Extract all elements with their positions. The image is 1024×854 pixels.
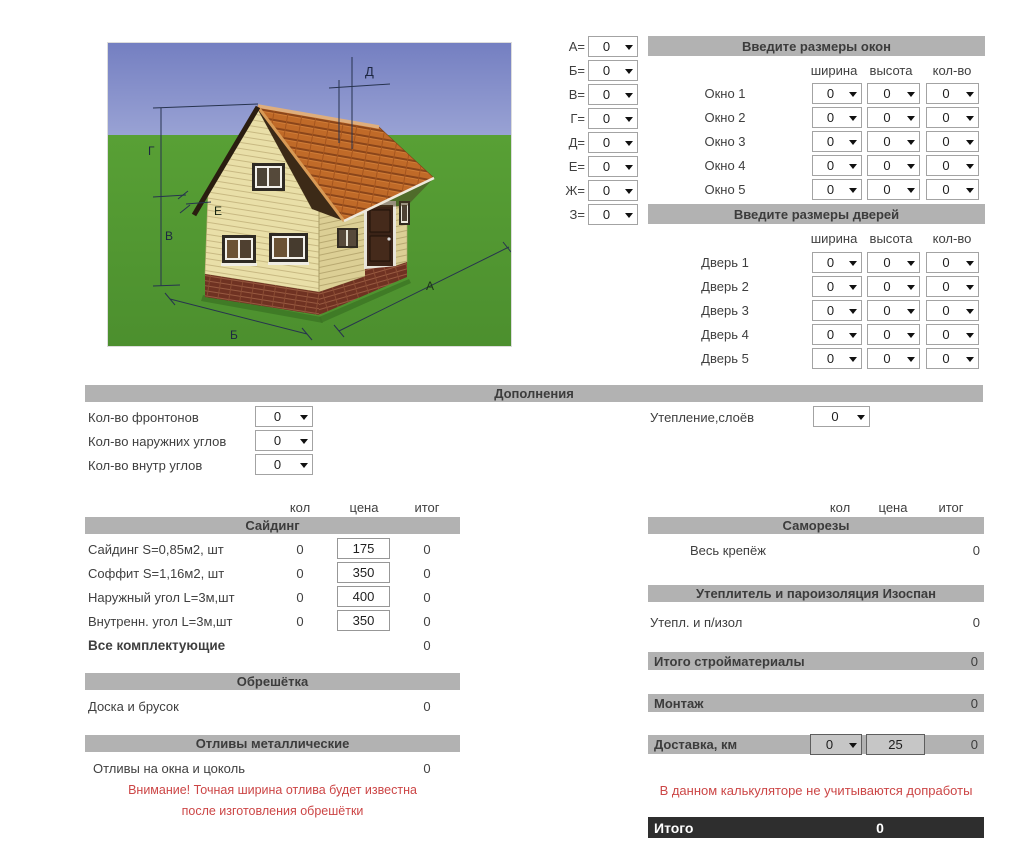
door-3-width-select[interactable]: 0 (812, 300, 862, 321)
door-4-count-select[interactable]: 0 (926, 324, 979, 345)
inner-angle-row-qty: 0 (296, 614, 304, 629)
window-3-count-select[interactable]: 0 (926, 131, 979, 152)
door-2-width-select[interactable]: 0 (812, 276, 862, 297)
chevron-down-icon (849, 92, 857, 97)
diagram-label-b: Б (230, 328, 238, 342)
insulation-row-label: Утепл. и п/изол (650, 615, 743, 630)
siding-row-qty: 0 (296, 542, 304, 557)
dim-label-g: Г= (570, 111, 585, 126)
window-2-label: Окно 2 (704, 110, 746, 125)
chevron-down-icon (625, 141, 633, 146)
montage-value: 0 (970, 695, 978, 711)
dim-label-b: Б= (568, 63, 585, 78)
chevron-down-icon (300, 415, 308, 420)
window-1-count-select[interactable]: 0 (926, 83, 979, 104)
door-3-count-select[interactable]: 0 (926, 300, 979, 321)
chevron-down-icon (849, 357, 857, 362)
door-2-label: Дверь 2 (701, 279, 749, 294)
inner-angle-row-label: Внутренн. угол L=3м,шт (88, 614, 233, 629)
screws-header: Саморезы (648, 517, 984, 534)
window-3-width-select[interactable]: 0 (812, 131, 862, 152)
chevron-down-icon (966, 92, 974, 97)
chevron-down-icon (966, 140, 974, 145)
all-components-label: Все комплектующие (88, 638, 226, 653)
window-1-width-select[interactable]: 0 (812, 83, 862, 104)
chevron-down-icon (966, 285, 974, 290)
chevron-down-icon (849, 261, 857, 266)
chevron-down-icon (907, 285, 915, 290)
chevron-down-icon (966, 164, 974, 169)
windows-col-count: кол-во (932, 63, 972, 78)
dim-label-a: А= (568, 39, 585, 54)
window-4-count-select[interactable]: 0 (926, 155, 979, 176)
left-col-total-header: итог (414, 500, 440, 515)
chevron-down-icon (849, 285, 857, 290)
grand-total-bar (648, 817, 984, 838)
chevron-down-icon (625, 69, 633, 74)
chevron-down-icon (907, 140, 915, 145)
windows-section-header: Введите размеры окон (648, 36, 985, 56)
door-4-label: Дверь 4 (701, 327, 749, 342)
window-2-width-select[interactable]: 0 (812, 107, 862, 128)
chevron-down-icon (907, 164, 915, 169)
chevron-down-icon (966, 333, 974, 338)
chevron-down-icon (849, 188, 857, 193)
chevron-down-icon (857, 415, 865, 420)
dim-select-z[interactable]: 0 (588, 204, 638, 225)
window-4-label: Окно 4 (704, 158, 746, 173)
doors-col-height: высота (869, 231, 913, 246)
door-1-width-select[interactable]: 0 (812, 252, 862, 273)
dim-select-b[interactable]: 0 (588, 60, 638, 81)
siding-row-label: Сайдинг S=0,85м2, шт (88, 542, 224, 557)
chevron-down-icon (300, 463, 308, 468)
crate-header: Обрешётка (85, 673, 460, 690)
inner-angle-row-total: 0 (423, 614, 431, 629)
chevron-down-icon (907, 116, 915, 121)
chevron-down-icon (625, 213, 633, 218)
chevron-down-icon (625, 165, 633, 170)
insulation-row-total: 0 (972, 615, 980, 630)
chevron-down-icon (849, 164, 857, 169)
window-3-height-select[interactable]: 0 (867, 131, 920, 152)
materials-total-value: 0 (970, 653, 978, 669)
delivery-value: 0 (970, 737, 978, 752)
doors-section-header: Введите размеры дверей (648, 204, 985, 224)
screws-row-total: 0 (972, 543, 980, 558)
door-4-width-select[interactable]: 0 (812, 324, 862, 345)
chevron-down-icon (907, 309, 915, 314)
gables-count-select[interactable]: 0 (255, 406, 313, 427)
grand-total-value: 0 (876, 820, 884, 836)
window-2-count-select[interactable]: 0 (926, 107, 979, 128)
outer-angle-price-input[interactable]: 400 (337, 586, 390, 607)
screws-row-label: Весь крепёж (690, 543, 766, 558)
soffit-row-total: 0 (423, 566, 431, 581)
insulation-layers-label: Утепление,слоёв (650, 410, 755, 425)
drips-warning-line-2: после изготовления обрешётки (181, 804, 364, 818)
materials-total-bar (648, 652, 984, 670)
crate-row-total: 0 (423, 699, 431, 714)
montage-bar (648, 694, 984, 712)
dim-label-d: Д= (568, 135, 585, 150)
chevron-down-icon (849, 333, 857, 338)
montage-label: Монтаж (654, 695, 704, 711)
dim-select-d[interactable]: 0 (588, 132, 638, 153)
chevron-down-icon (300, 439, 308, 444)
dim-select-e[interactable]: 0 (588, 156, 638, 177)
right-col-price-header: цена (878, 500, 908, 515)
chevron-down-icon (966, 261, 974, 266)
door-1-count-select[interactable]: 0 (926, 252, 979, 273)
chevron-down-icon (849, 743, 857, 748)
chevron-down-icon (907, 261, 915, 266)
dim-select-zh[interactable]: 0 (588, 180, 638, 201)
drips-warning-line-1: Внимание! Точная ширина отлива будет известна (128, 783, 417, 797)
right-col-total-header: итог (938, 500, 964, 515)
dim-select-a[interactable]: 0 (588, 36, 638, 57)
window-5-width-select[interactable]: 0 (812, 179, 862, 200)
window-4-height-select[interactable]: 0 (867, 155, 920, 176)
inner-corners-count-label: Кол-во внутр углов (88, 458, 203, 473)
insulation-header: Утеплитель и пароизоляция Изоспан (648, 585, 984, 602)
chevron-down-icon (849, 309, 857, 314)
dim-select-v[interactable]: 0 (588, 84, 638, 105)
diagram-label-a: А (426, 279, 435, 293)
chevron-down-icon (849, 116, 857, 121)
crate-row-label: Доска и брусок (88, 699, 179, 714)
soffit-row-label: Соффит S=1,16м2, шт (88, 566, 225, 581)
siding-price-input[interactable]: 175 (337, 538, 390, 559)
window-3-label: Окно 3 (704, 134, 746, 149)
outer-angle-row-total: 0 (423, 590, 431, 605)
inner-corners-count-select[interactable]: 0 (255, 454, 313, 475)
dim-label-v: В= (568, 87, 585, 102)
insulation-layers-select[interactable]: 0 (813, 406, 870, 427)
drips-row-label: Отливы на окна и цоколь (93, 761, 245, 776)
chevron-down-icon (907, 357, 915, 362)
left-col-price-header: цена (349, 500, 379, 515)
outer-corners-count-select[interactable]: 0 (255, 430, 313, 451)
chevron-down-icon (966, 357, 974, 362)
delivery-km-select[interactable]: 0 (810, 734, 862, 755)
window-4-width-select[interactable]: 0 (812, 155, 862, 176)
door-2-height-select[interactable]: 0 (867, 276, 920, 297)
diagram-label-g: Г (148, 144, 155, 158)
calculator-note: В данном калькуляторе не учитываются допработы (659, 783, 973, 798)
window-5-height-select[interactable]: 0 (867, 179, 920, 200)
siding-header: Сайдинг (85, 517, 460, 534)
window-1-height-select[interactable]: 0 (867, 83, 920, 104)
door-5-width-select[interactable]: 0 (812, 348, 862, 369)
door-3-height-select[interactable]: 0 (867, 300, 920, 321)
chevron-down-icon (849, 140, 857, 145)
door-5-count-select[interactable]: 0 (926, 348, 979, 369)
left-col-qty-header: кол (289, 500, 311, 515)
right-col-qty-header: кол (829, 500, 851, 515)
diagram-label-v: В (165, 229, 174, 243)
delivery-rate-input[interactable]: 25 (866, 734, 925, 755)
materials-total-label: Итого стройматериалы (654, 653, 805, 669)
chevron-down-icon (966, 116, 974, 121)
chevron-down-icon (907, 92, 915, 97)
chevron-down-icon (966, 188, 974, 193)
chevron-down-icon (966, 309, 974, 314)
dim-label-zh: Ж= (565, 183, 585, 198)
all-components-total: 0 (423, 638, 431, 653)
door-5-label: Дверь 5 (701, 351, 749, 366)
window-2-height-select[interactable]: 0 (867, 107, 920, 128)
outer-angle-row-qty: 0 (296, 590, 304, 605)
door-1-height-select[interactable]: 0 (867, 252, 920, 273)
chevron-down-icon (625, 93, 633, 98)
delivery-label: Доставка, км (654, 737, 738, 752)
diagram-label-d: Д (365, 64, 374, 79)
inner-angle-price-input[interactable]: 350 (337, 610, 390, 631)
diagram-label-e: Е (214, 204, 223, 218)
doors-col-width: ширина (810, 231, 858, 246)
door-2-count-select[interactable]: 0 (926, 276, 979, 297)
dim-label-z: З= (569, 207, 585, 222)
door-5-height-select[interactable]: 0 (867, 348, 920, 369)
door-1-label: Дверь 1 (701, 255, 749, 270)
chevron-down-icon (907, 188, 915, 193)
windows-col-height: высота (869, 63, 913, 78)
window-5-count-select[interactable]: 0 (926, 179, 979, 200)
door-4-height-select[interactable]: 0 (867, 324, 920, 345)
dim-label-e: Е= (568, 159, 585, 174)
drips-header: Отливы металлические (85, 735, 460, 752)
grand-total-label: Итого (654, 819, 694, 836)
windows-col-width: ширина (810, 63, 858, 78)
outer-angle-row-label: Наружный угол L=3м,шт (88, 590, 235, 605)
house-diagram (107, 42, 512, 347)
outer-corners-count-label: Кол-во наружних углов (88, 434, 227, 449)
chevron-down-icon (625, 117, 633, 122)
siding-row-total: 0 (423, 542, 431, 557)
window-5-label: Окно 5 (704, 182, 746, 197)
soffit-price-input[interactable]: 350 (337, 562, 390, 583)
chevron-down-icon (625, 189, 633, 194)
additions-header: Дополнения (85, 385, 983, 402)
gables-count-label: Кол-во фронтонов (88, 410, 199, 425)
soffit-row-qty: 0 (296, 566, 304, 581)
window-1-label: Окно 1 (704, 86, 746, 101)
dim-select-g[interactable]: 0 (588, 108, 638, 129)
chevron-down-icon (625, 45, 633, 50)
chevron-down-icon (907, 333, 915, 338)
doors-col-count: кол-во (932, 231, 972, 246)
door-3-label: Дверь 3 (701, 303, 749, 318)
drips-row-total: 0 (423, 761, 431, 776)
